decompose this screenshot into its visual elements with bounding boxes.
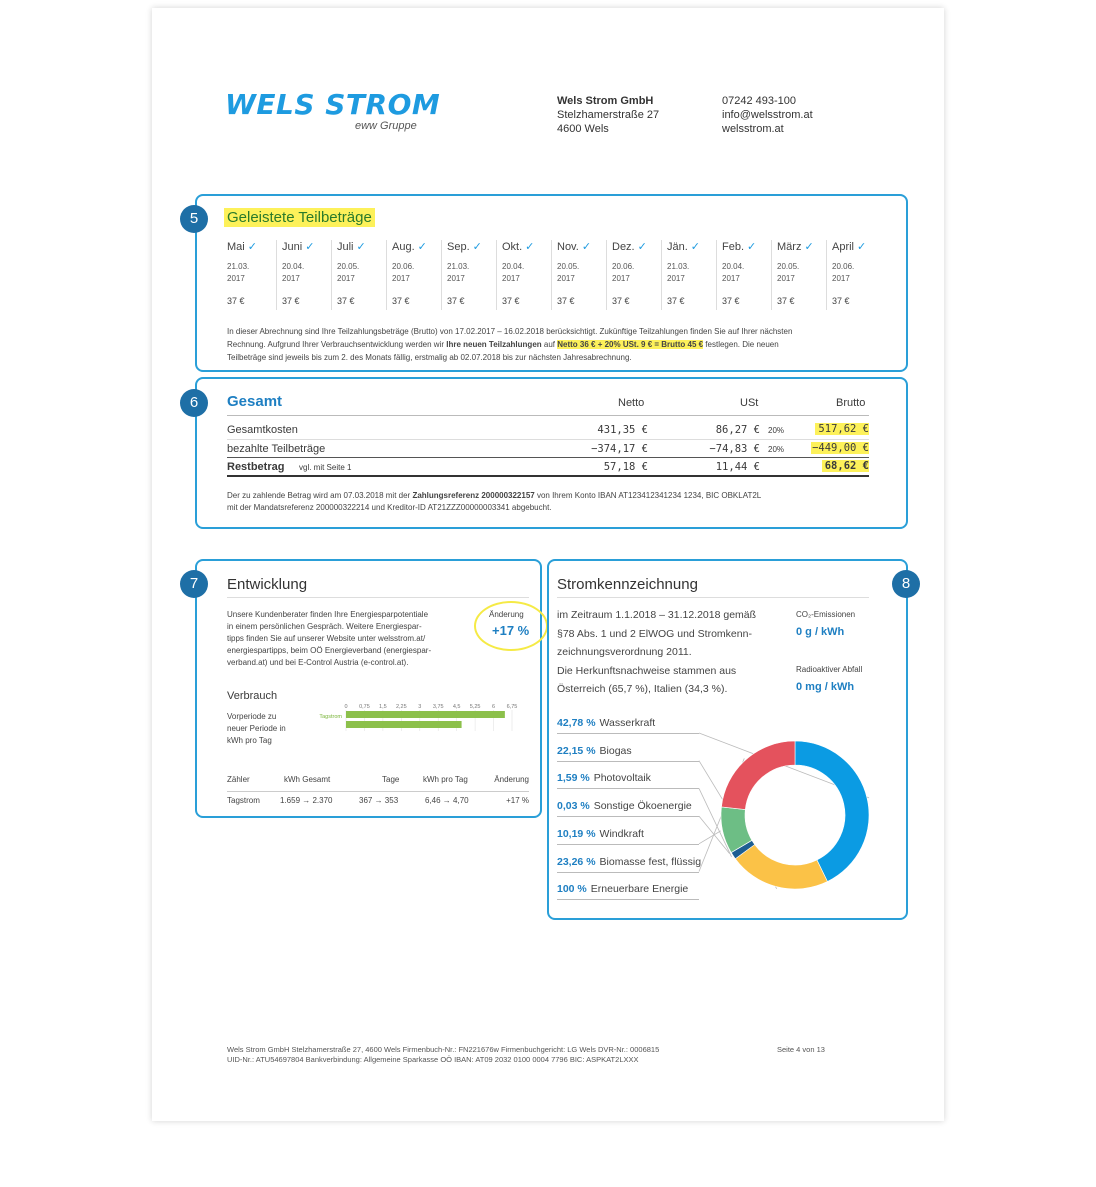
check-icon: ✓ (305, 241, 315, 253)
check-icon: ✓ (857, 241, 867, 253)
change-label: Änderung (489, 610, 524, 619)
divider (227, 415, 869, 416)
legend-item: 22,15 % Biogas (557, 744, 632, 757)
scale-tick-label: 4,5 (452, 704, 461, 710)
month-label: Nov. ✓ (557, 241, 592, 253)
verbrauch-desc: Vorperiode zu neuer Periode in kWh pro Tag (227, 712, 286, 745)
month-label: Juni ✓ (282, 241, 315, 253)
table-row: Tagstrom 1.659 → 2.370 367 → 353 6,46 → 4,70 +17 % (227, 796, 529, 805)
scale-tick-label: 3,75 (432, 704, 444, 710)
month-label: Juli ✓ (337, 241, 366, 253)
stromkennzeichnung-title: Stromkennzeichnung (557, 576, 698, 593)
scale-tick-label: 2,25 (395, 704, 407, 710)
verbrauch-bar (346, 711, 505, 718)
rest-netto: 57,18 € (603, 461, 648, 473)
month-date: 20.04. 2017 (722, 262, 745, 283)
verbrauch-bar (346, 721, 462, 728)
teilbetraege-note: In dieser Abrechnung sind Ihre Teilzahlungsbeträge (Brutto) von 17.02.2017 – 16.02.2018 berücksichtigt. Zukünftige Teilzahlungen finden Sie auf Ihrer nächsten Rechnung. Aufgrund Ihrer Verbrauchsentwicklung werden wir Ihre neuen Teilzahlungen auf Netto 36 € + 20% USt. 9 € = Brutto 45 € festlegen. Die neuen Teilbeträge sind jeweils bis zum 2. des Monats fällig, erstmalig ab 02.07.2018 bis zur nächsten Jahresabrechnung. (227, 327, 793, 362)
month-date: 21.03. 2017 (447, 262, 470, 283)
wels-strom-logo: WELS STROM (225, 88, 441, 121)
legend-item: 0,03 % Sonstige Ökoenergie (557, 800, 692, 813)
bar-series-label: Tagstrom (319, 714, 342, 720)
col-ust-header: USt (740, 397, 759, 409)
section-badge-6: 6 (180, 389, 208, 417)
column-separator (826, 240, 827, 310)
month-label: Aug. ✓ (392, 241, 427, 253)
company-name: Wels Strom GmbH (557, 95, 654, 107)
company-contact (722, 94, 813, 136)
legend-item: 1,59 % Photovoltaik (557, 772, 651, 785)
month-date: 20.06. 2017 (392, 262, 415, 283)
legend-total: 100 % Erneuerbare Energie (557, 883, 689, 895)
check-icon: ✓ (804, 241, 814, 253)
month-date: 20.05. 2017 (557, 262, 580, 283)
month-label: April ✓ (832, 241, 867, 253)
section-badge-8: 8 (892, 570, 920, 598)
energy-donut-chart (545, 730, 875, 900)
column-separator (331, 240, 332, 310)
row-label: bezahlte Teilbeträge (227, 443, 326, 455)
col-brutto-header: Brutto (836, 397, 866, 409)
month-date: 20.06. 2017 (832, 262, 855, 283)
month-amount: 37 € (777, 296, 795, 306)
column-separator (551, 240, 552, 310)
column-separator (441, 240, 442, 310)
radioactive-value: 0 mg / kWh (796, 681, 855, 693)
scale-tick-label: 6 (492, 704, 496, 710)
month-label: Feb. ✓ (722, 241, 757, 253)
donut-slices (721, 741, 869, 889)
check-icon: ✓ (525, 241, 535, 253)
month-amount: 37 € (337, 296, 355, 306)
divider (227, 439, 869, 440)
check-icon: ✓ (637, 241, 647, 253)
company-phone: 07242 493-100 (722, 95, 797, 107)
divider (227, 457, 869, 458)
month-amount: 37 € (557, 296, 575, 306)
column-separator (771, 240, 772, 310)
month-date: 21.03. 2017 (667, 262, 690, 283)
verbrauch-chart (300, 699, 530, 759)
month-amount: 37 € (227, 296, 245, 306)
table-header: Zähler kWh Gesamt Tage kWh pro Tag Änderung (227, 775, 529, 784)
check-icon: ✓ (417, 241, 427, 253)
month-date: 20.05. 2017 (337, 262, 360, 283)
divider (227, 475, 869, 477)
column-separator (716, 240, 717, 310)
radioactive-label: Radioaktiver Abfall (796, 665, 863, 674)
donut-slice (735, 845, 827, 889)
column-separator (606, 240, 607, 310)
logo-subtitle: eww Gruppe (355, 120, 417, 132)
section-badge-5: 5 (180, 205, 208, 233)
month-date: 21.03. 2017 (227, 262, 250, 283)
verbrauch-bars (319, 711, 504, 728)
company-web[interactable]: welsstrom.at (722, 123, 784, 135)
divider (557, 597, 869, 598)
scale-tick-label: 6,75 (506, 704, 518, 710)
legend-item: 23,26 % Biomasse fest, flüssig (557, 855, 702, 868)
row-netto: −374,17 € (591, 443, 648, 455)
month-amount: 37 € (392, 296, 410, 306)
footer: Wels Strom GmbH Stelzhamerstraße 27, 4600 Wels Firmenbuch-Nr.: FN221676w Firmenbuchgericht: LG Wels DVR-Nr.: 0006815 UID-Nr.: ATU54697804 Bankverbindung: Allgemeine Sparkasse OÖ IBAN: AT09 2032 0100 0004 7796 BIC: ASPKAT2LXXX (227, 1045, 660, 1064)
legend-item: 42,78 % Wasserkraft (557, 717, 656, 729)
rest-ust: 11,44 € (715, 461, 760, 473)
check-icon: ✓ (472, 241, 482, 253)
divider (227, 597, 529, 598)
month-amount: 37 € (612, 296, 630, 306)
scale-tick-label: 0 (344, 704, 348, 710)
column-separator (276, 240, 277, 310)
month-date: 20.05. 2017 (777, 262, 800, 283)
leader-line (699, 831, 721, 844)
month-amount: 37 € (447, 296, 465, 306)
month-label: Okt. ✓ (502, 241, 535, 253)
check-icon: ✓ (247, 241, 257, 253)
rest-note: vgl. mit Seite 1 (299, 463, 352, 472)
entwicklung-text: Unsere Kundenberater finden Ihre Energiesparpotentiale in einem persönlichen Gespräch. Weitere Energiespar- tipps finden Sie auf unserer Website unter welsstrom.at/ energiespartipps, beim OÖ Energieverband (energiespar- verband.at) und bei E-Control Austria (e-control.at). (227, 610, 432, 667)
column-separator (496, 240, 497, 310)
month-amount: 37 € (502, 296, 520, 306)
gesamt-note: Der zu zahlende Betrag wird am 07.03.2018 mit der Zahlungsreferenz 200000322157 von Ihrem Konto IBAN AT123412341234 1234, BIC OBKLAT2L mit der Mandatsreferenz 200000322214 und Kreditor-ID AT21ZZZ00000003341 abgebucht. (227, 491, 762, 512)
month-label: Dez. ✓ (612, 241, 647, 253)
column-separator (661, 240, 662, 310)
co2-value: 0 g / kWh (796, 626, 845, 638)
check-icon: ✓ (747, 241, 757, 253)
month-date: 20.04. 2017 (502, 262, 525, 283)
change-value: +17 % (492, 623, 530, 638)
company-address (557, 94, 659, 136)
month-label: März ✓ (777, 241, 814, 253)
donut-slice (721, 741, 795, 810)
column-separator (386, 240, 387, 310)
company-street: Stelzhamerstraße 27 (557, 109, 660, 121)
row-ust: −74,83 € (709, 443, 760, 455)
month-amount: 37 € (667, 296, 685, 306)
month-amount: 37 € (832, 296, 850, 306)
month-date: 20.06. 2017 (612, 262, 635, 283)
section-badge-7: 7 (180, 570, 208, 598)
row-label: Gesamtkosten (227, 424, 298, 436)
row-netto: 431,35 € (597, 424, 648, 436)
row-ust: 86,27 € (715, 424, 760, 436)
month-date: 20.04. 2017 (282, 262, 305, 283)
verbrauch-table (227, 775, 529, 810)
check-icon: ✓ (356, 241, 366, 253)
row-brutto: −449,00 € (812, 442, 869, 454)
scale-tick-label: 1,5 (379, 704, 387, 710)
scale-tick-label: 5,25 (469, 704, 481, 710)
month-label: Mai ✓ (227, 241, 257, 253)
month-amount: 37 € (282, 296, 300, 306)
teilbetraege-title: Geleistete Teilbeträge (224, 209, 375, 226)
divider (227, 791, 529, 792)
month-amount: 37 € (722, 296, 740, 306)
row-rate: 20% (768, 426, 785, 435)
entwicklung-title: Entwicklung (227, 576, 308, 593)
row-rate: 20% (768, 445, 785, 454)
month-label: Sep. ✓ (447, 241, 482, 253)
company-city: 4600 Wels (557, 123, 609, 135)
page-number: Seite 4 von 13 (777, 1045, 825, 1054)
month-label: Jän. ✓ (667, 241, 701, 253)
check-icon: ✓ (581, 241, 592, 253)
co2-label: CO₂-Emissionen (796, 610, 856, 619)
legend-item: 10,19 % Windkraft (557, 827, 644, 840)
verbrauch-title: Verbrauch (227, 690, 278, 702)
gesamt-title: Gesamt (227, 393, 283, 410)
check-icon: ✓ (690, 241, 701, 253)
company-email[interactable]: info@welsstrom.at (722, 109, 813, 121)
scale-tick-label: 3 (418, 704, 422, 710)
donut-slice (795, 741, 869, 882)
rest-brutto: 68,62 € (822, 460, 869, 472)
rest-label: Restbetrag (227, 461, 285, 473)
col-netto-header: Netto (618, 397, 645, 409)
scale-tick-label: 0,75 (359, 704, 370, 710)
stromkennzeichnung-text: im Zeitraum 1.1.2018 – 31.12.2018 gemäß §78 Abs. 1 und 2 ElWOG und Stromkenn- zeichnungsverordnung 2011. Die Herkunftsnachweise stammen aus Österreich (65,7 %), Italien (34,3 %). (557, 609, 757, 695)
row-brutto: 517,62 € (815, 423, 869, 435)
